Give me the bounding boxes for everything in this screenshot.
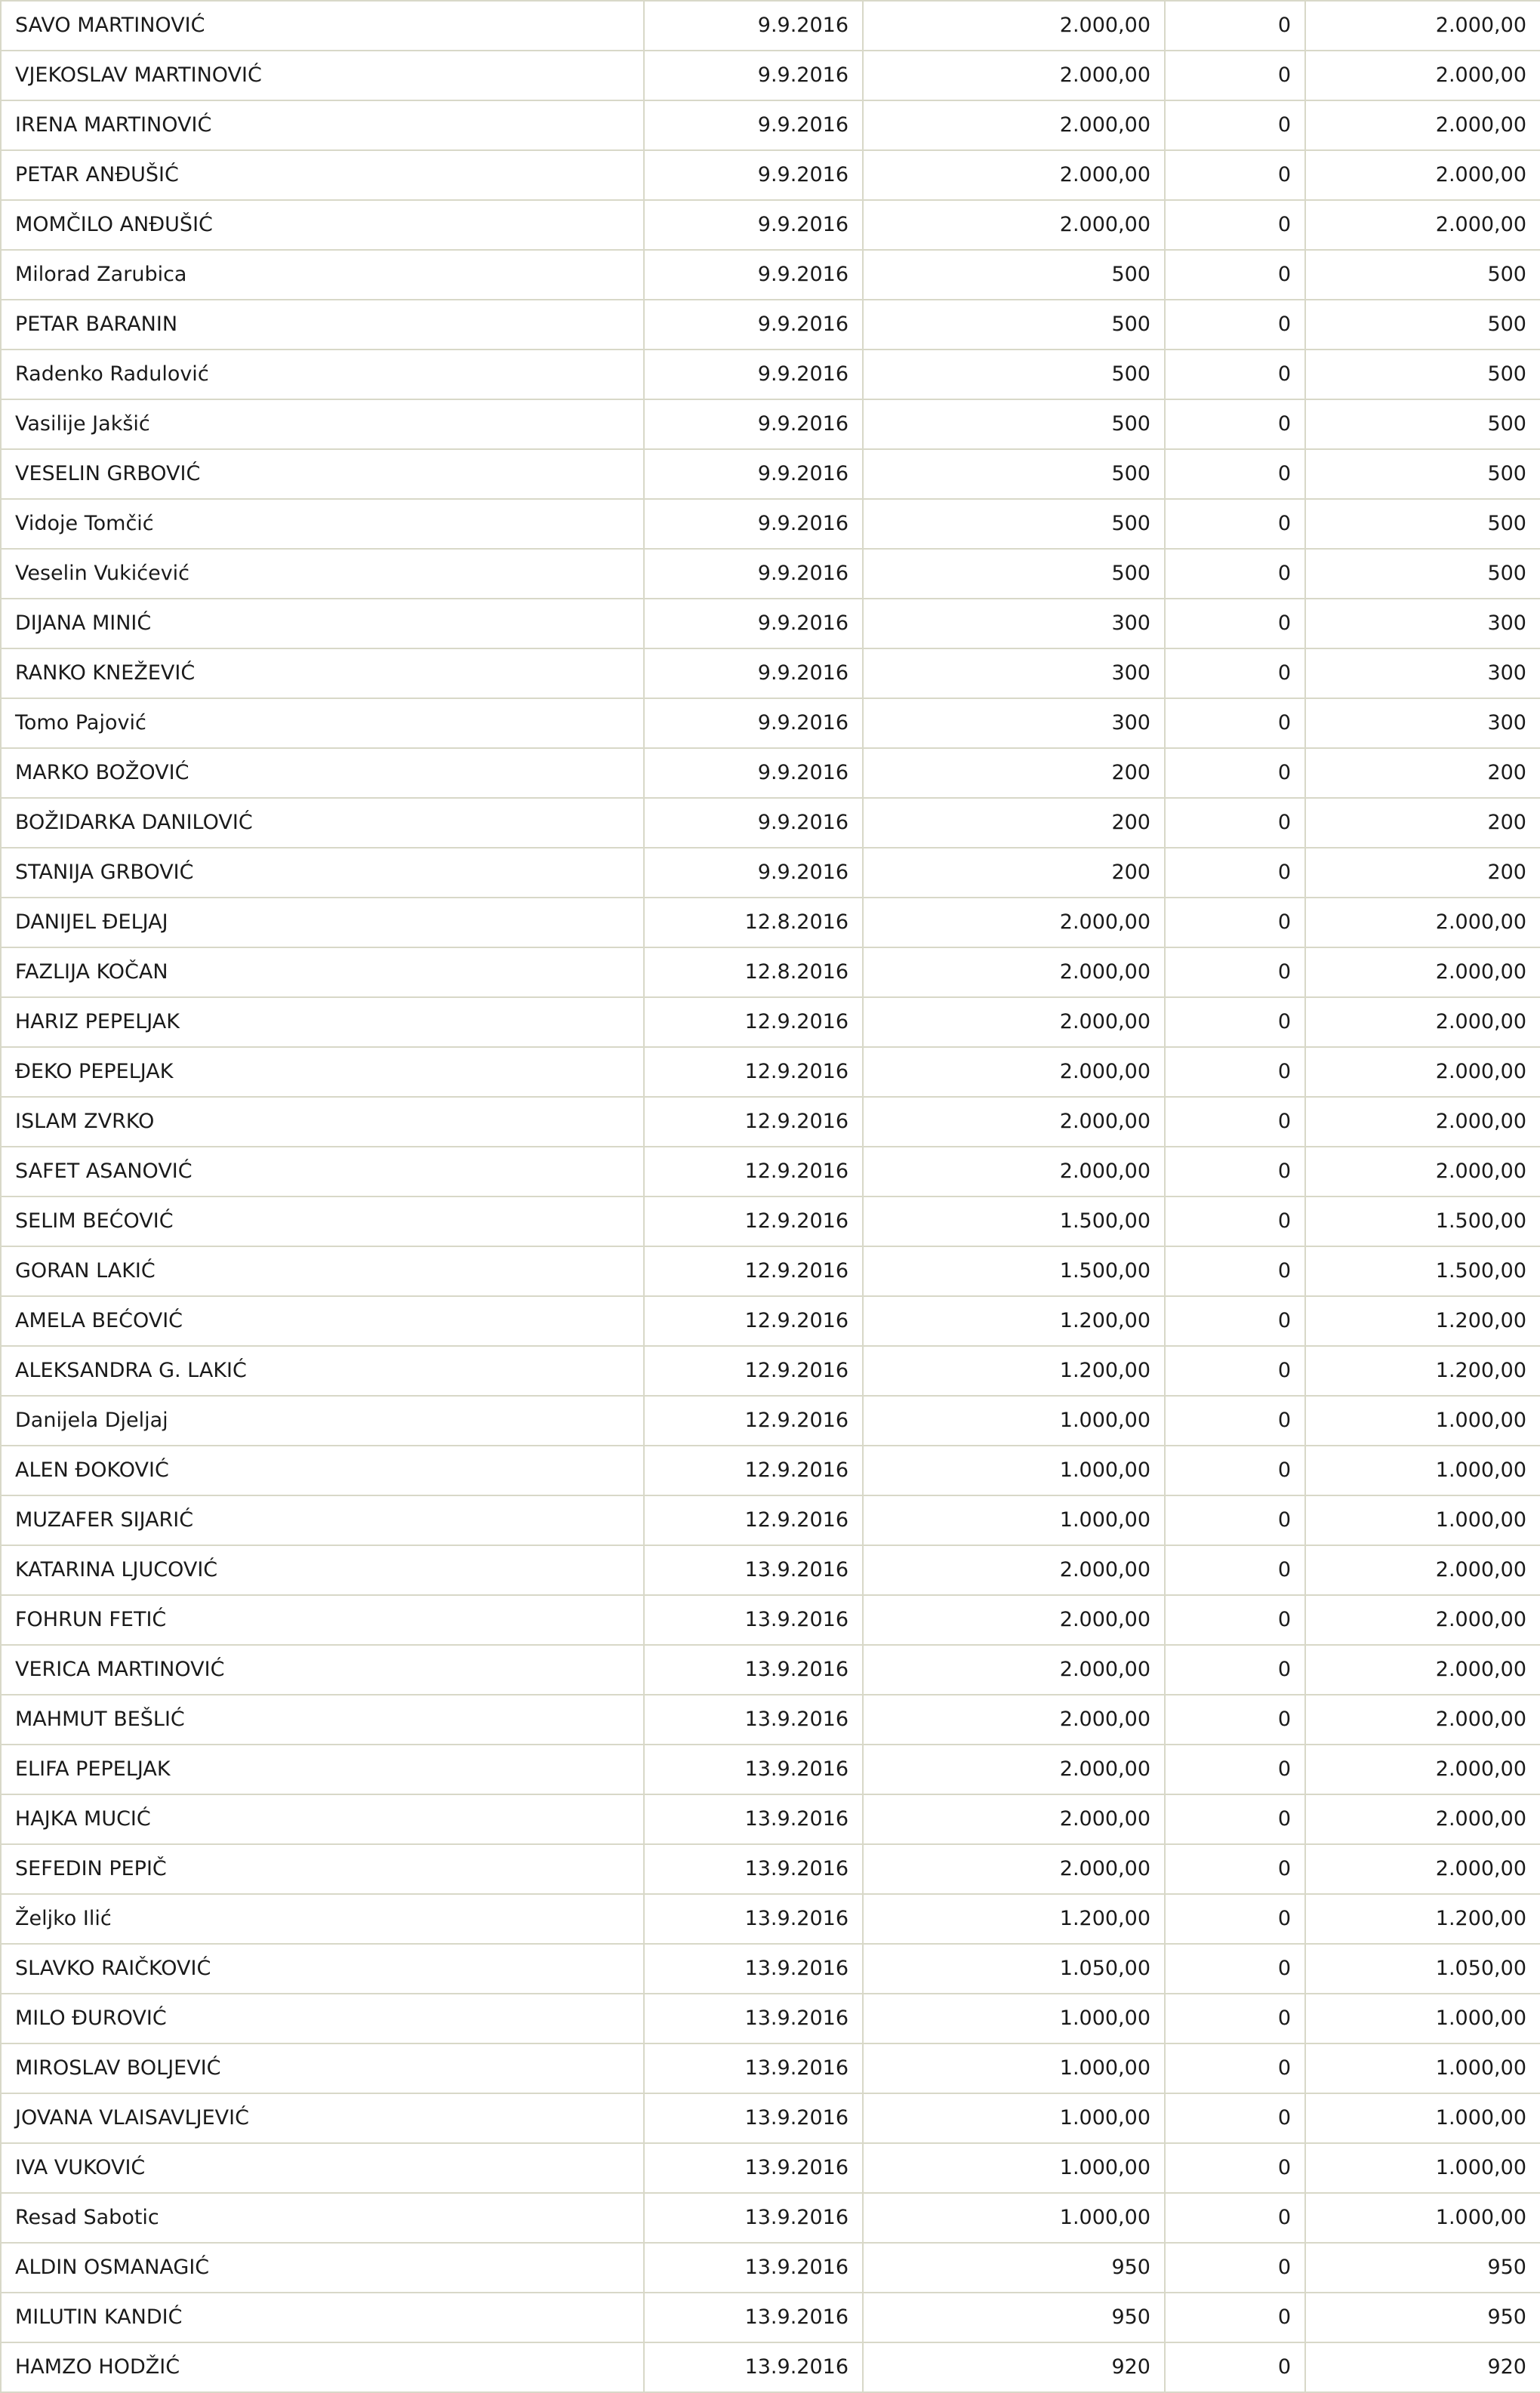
table-row	[1, 848, 1540, 898]
table-row	[1, 2143, 1540, 2193]
cell-total: 500	[1305, 350, 1540, 399]
cell-amount: 2.000,00	[863, 200, 1165, 250]
cell-date: 9.9.2016	[644, 648, 863, 698]
cell-donor-name: SAFET ASANOVIĆ	[1, 1147, 644, 1196]
cell-amount: 1.000,00	[863, 1446, 1165, 1495]
cell-date: 12.9.2016	[644, 1196, 863, 1246]
cell-donor-name: MOMČILO ANĐUŠIĆ	[1, 200, 644, 250]
cell-zero: 0	[1165, 300, 1305, 350]
cell-date: 12.9.2016	[644, 1446, 863, 1495]
cell-zero: 0	[1165, 150, 1305, 200]
cell-date: 12.9.2016	[644, 1495, 863, 1545]
table-row	[1, 947, 1540, 997]
table-row	[1, 1047, 1540, 1097]
cell-date: 13.9.2016	[644, 2342, 863, 2392]
cell-amount: 300	[863, 648, 1165, 698]
cell-date: 13.9.2016	[644, 1994, 863, 2043]
cell-zero: 0	[1165, 1396, 1305, 1446]
cell-zero: 0	[1165, 1296, 1305, 1346]
cell-zero: 0	[1165, 1844, 1305, 1894]
cell-total: 1.000,00	[1305, 1446, 1540, 1495]
cell-zero: 0	[1165, 1, 1305, 51]
cell-donor-name: PETAR BARANIN	[1, 300, 644, 350]
cell-total: 2.000,00	[1305, 100, 1540, 150]
table-row	[1, 1346, 1540, 1396]
cell-date: 12.8.2016	[644, 898, 863, 947]
cell-date: 13.9.2016	[644, 1844, 863, 1894]
cell-date: 13.9.2016	[644, 1645, 863, 1695]
cell-donor-name: JOVANA VLAISAVLJEVIĆ	[1, 2093, 644, 2143]
cell-total: 200	[1305, 798, 1540, 848]
cell-amount: 1.200,00	[863, 1894, 1165, 1944]
cell-date: 9.9.2016	[644, 599, 863, 648]
cell-donor-name: HARIZ PEPELJAK	[1, 997, 644, 1047]
cell-donor-name: ALEN ĐOKOVIĆ	[1, 1446, 644, 1495]
cell-total: 500	[1305, 399, 1540, 449]
cell-donor-name: DANIJEL ĐELJAJ	[1, 898, 644, 947]
cell-total: 300	[1305, 599, 1540, 648]
cell-donor-name: HAJKA MUCIĆ	[1, 1794, 644, 1844]
cell-zero: 0	[1165, 399, 1305, 449]
cell-total: 500	[1305, 300, 1540, 350]
cell-amount: 2.000,00	[863, 898, 1165, 947]
cell-zero: 0	[1165, 2193, 1305, 2243]
cell-donor-name: VERICA MARTINOVIĆ	[1, 1645, 644, 1695]
cell-zero: 0	[1165, 51, 1305, 100]
cell-amount: 1.050,00	[863, 1944, 1165, 1994]
cell-donor-name: SAVO MARTINOVIĆ	[1, 1, 644, 51]
cell-zero: 0	[1165, 1246, 1305, 1296]
cell-total: 1.200,00	[1305, 1346, 1540, 1396]
cell-donor-name: Milorad Zarubica	[1, 250, 644, 300]
cell-zero: 0	[1165, 2243, 1305, 2293]
cell-donor-name: ALEKSANDRA G. LAKIĆ	[1, 1346, 644, 1396]
cell-donor-name: AMELA BEĆOVIĆ	[1, 1296, 644, 1346]
cell-total: 500	[1305, 250, 1540, 300]
cell-amount: 2.000,00	[863, 150, 1165, 200]
cell-date: 9.9.2016	[644, 449, 863, 499]
cell-zero: 0	[1165, 997, 1305, 1047]
cell-zero: 0	[1165, 2342, 1305, 2392]
cell-donor-name: PETAR ANĐUŠIĆ	[1, 150, 644, 200]
table-row	[1, 1097, 1540, 1147]
cell-amount: 1.000,00	[863, 1396, 1165, 1446]
table-row	[1, 449, 1540, 499]
cell-zero: 0	[1165, 499, 1305, 549]
cell-total: 2.000,00	[1305, 1595, 1540, 1645]
table-row	[1, 1296, 1540, 1346]
cell-zero: 0	[1165, 1745, 1305, 1794]
cell-total: 200	[1305, 848, 1540, 898]
cell-total: 500	[1305, 449, 1540, 499]
cell-donor-name: Tomo Pajović	[1, 698, 644, 748]
cell-amount: 200	[863, 848, 1165, 898]
cell-zero: 0	[1165, 250, 1305, 300]
cell-donor-name: FOHRUN FETIĆ	[1, 1595, 644, 1645]
table-row	[1, 1545, 1540, 1595]
cell-date: 12.9.2016	[644, 1396, 863, 1446]
cell-zero: 0	[1165, 748, 1305, 798]
cell-total: 2.000,00	[1305, 1844, 1540, 1894]
cell-total: 2.000,00	[1305, 51, 1540, 100]
cell-zero: 0	[1165, 898, 1305, 947]
cell-zero: 0	[1165, 549, 1305, 599]
cell-date: 9.9.2016	[644, 51, 863, 100]
cell-donor-name: MILO ĐUROVIĆ	[1, 1994, 644, 2043]
cell-amount: 950	[863, 2243, 1165, 2293]
cell-total: 1.200,00	[1305, 1296, 1540, 1346]
cell-total: 1.500,00	[1305, 1246, 1540, 1296]
cell-date: 9.9.2016	[644, 549, 863, 599]
table-row	[1, 1595, 1540, 1645]
cell-zero: 0	[1165, 1446, 1305, 1495]
cell-total: 920	[1305, 2342, 1540, 2392]
cell-amount: 2.000,00	[863, 1695, 1165, 1745]
cell-total: 1.000,00	[1305, 1396, 1540, 1446]
cell-zero: 0	[1165, 350, 1305, 399]
cell-donor-name: HAMZO HODŽIĆ	[1, 2342, 644, 2392]
cell-donor-name: VESELIN GRBOVIĆ	[1, 449, 644, 499]
cell-amount: 2.000,00	[863, 1595, 1165, 1645]
cell-amount: 500	[863, 549, 1165, 599]
cell-zero: 0	[1165, 1495, 1305, 1545]
cell-total: 500	[1305, 549, 1540, 599]
cell-date: 13.9.2016	[644, 2193, 863, 2243]
cell-zero: 0	[1165, 599, 1305, 648]
cell-date: 13.9.2016	[644, 2293, 863, 2342]
cell-date: 13.9.2016	[644, 1745, 863, 1794]
cell-zero: 0	[1165, 2093, 1305, 2143]
cell-zero: 0	[1165, 698, 1305, 748]
cell-zero: 0	[1165, 100, 1305, 150]
cell-total: 2.000,00	[1305, 1645, 1540, 1695]
cell-total: 1.050,00	[1305, 1944, 1540, 1994]
cell-amount: 2.000,00	[863, 1794, 1165, 1844]
cell-amount: 1.000,00	[863, 1994, 1165, 2043]
cell-donor-name: Veselin Vukićević	[1, 549, 644, 599]
table-row	[1, 1147, 1540, 1196]
cell-donor-name: SELIM BEĆOVIĆ	[1, 1196, 644, 1246]
cell-amount: 500	[863, 499, 1165, 549]
table-row	[1, 1, 1540, 51]
cell-amount: 2.000,00	[863, 1745, 1165, 1794]
cell-date: 13.9.2016	[644, 1894, 863, 1944]
cell-date: 9.9.2016	[644, 150, 863, 200]
table-row	[1, 648, 1540, 698]
cell-date: 12.9.2016	[644, 997, 863, 1047]
cell-zero: 0	[1165, 1196, 1305, 1246]
cell-total: 2.000,00	[1305, 1047, 1540, 1097]
cell-total: 200	[1305, 748, 1540, 798]
cell-date: 12.9.2016	[644, 1346, 863, 1396]
cell-date: 13.9.2016	[644, 1595, 863, 1645]
cell-donor-name: Vasilije Jakšić	[1, 399, 644, 449]
table-row	[1, 51, 1540, 100]
cell-donor-name: IVA VUKOVIĆ	[1, 2143, 644, 2193]
cell-date: 12.8.2016	[644, 947, 863, 997]
cell-total: 2.000,00	[1305, 947, 1540, 997]
cell-date: 13.9.2016	[644, 2093, 863, 2143]
table-row	[1, 2093, 1540, 2143]
cell-zero: 0	[1165, 1994, 1305, 2043]
cell-donor-name: RANKO KNEŽEVIĆ	[1, 648, 644, 698]
cell-total: 2.000,00	[1305, 1794, 1540, 1844]
cell-donor-name: SEFEDIN PEPIČ	[1, 1844, 644, 1894]
cell-donor-name: Željko Ilić	[1, 1894, 644, 1944]
cell-amount: 2.000,00	[863, 1047, 1165, 1097]
cell-zero: 0	[1165, 1595, 1305, 1645]
table-row	[1, 1844, 1540, 1894]
cell-donor-name: Vidoje Tomčić	[1, 499, 644, 549]
table-row	[1, 300, 1540, 350]
cell-zero: 0	[1165, 1545, 1305, 1595]
table-row	[1, 549, 1540, 599]
cell-amount: 1.000,00	[863, 2093, 1165, 2143]
cell-zero: 0	[1165, 648, 1305, 698]
cell-date: 9.9.2016	[644, 1, 863, 51]
cell-date: 13.9.2016	[644, 2143, 863, 2193]
table-row	[1, 599, 1540, 648]
cell-date: 12.9.2016	[644, 1097, 863, 1147]
cell-amount: 1.200,00	[863, 1346, 1165, 1396]
cell-donor-name: MAHMUT BEŠLIĆ	[1, 1695, 644, 1745]
cell-amount: 500	[863, 350, 1165, 399]
cell-zero: 0	[1165, 848, 1305, 898]
cell-donor-name: STANIJA GRBOVIĆ	[1, 848, 644, 898]
cell-date: 12.9.2016	[644, 1047, 863, 1097]
cell-donor-name: Danijela Djeljaj	[1, 1396, 644, 1446]
table-row	[1, 2342, 1540, 2392]
cell-total: 1.000,00	[1305, 2193, 1540, 2243]
cell-amount: 1.000,00	[863, 2143, 1165, 2193]
cell-date: 9.9.2016	[644, 399, 863, 449]
cell-zero: 0	[1165, 200, 1305, 250]
table-row	[1, 350, 1540, 399]
cell-total: 300	[1305, 648, 1540, 698]
cell-amount: 300	[863, 599, 1165, 648]
cell-zero: 0	[1165, 947, 1305, 997]
table-row	[1, 798, 1540, 848]
cell-date: 13.9.2016	[644, 1794, 863, 1844]
cell-amount: 920	[863, 2342, 1165, 2392]
cell-date: 13.9.2016	[644, 1545, 863, 1595]
cell-total: 2.000,00	[1305, 1695, 1540, 1745]
cell-total: 1.200,00	[1305, 1894, 1540, 1944]
cell-amount: 1.000,00	[863, 2193, 1165, 2243]
cell-zero: 0	[1165, 1645, 1305, 1695]
table-row	[1, 1695, 1540, 1745]
cell-total: 2.000,00	[1305, 1097, 1540, 1147]
cell-zero: 0	[1165, 1147, 1305, 1196]
cell-amount: 2.000,00	[863, 1545, 1165, 1595]
cell-date: 13.9.2016	[644, 1695, 863, 1745]
cell-amount: 950	[863, 2293, 1165, 2342]
cell-total: 1.000,00	[1305, 1994, 1540, 2043]
cell-amount: 200	[863, 798, 1165, 848]
cell-donor-name: ELIFA PEPELJAK	[1, 1745, 644, 1794]
cell-total: 2.000,00	[1305, 150, 1540, 200]
table-row	[1, 499, 1540, 549]
table-row	[1, 1495, 1540, 1545]
cell-total: 2.000,00	[1305, 898, 1540, 947]
cell-donor-name: SLAVKO RAIČKOVIĆ	[1, 1944, 644, 1994]
table-row	[1, 2243, 1540, 2293]
table-row	[1, 2293, 1540, 2342]
table-row	[1, 1446, 1540, 1495]
cell-amount: 1.500,00	[863, 1246, 1165, 1296]
cell-amount: 2.000,00	[863, 1645, 1165, 1695]
table-row	[1, 1396, 1540, 1446]
cell-total: 300	[1305, 698, 1540, 748]
cell-zero: 0	[1165, 1047, 1305, 1097]
cell-amount: 500	[863, 300, 1165, 350]
cell-amount: 2.000,00	[863, 100, 1165, 150]
table-row	[1, 1645, 1540, 1695]
cell-donor-name: MARKO BOŽOVIĆ	[1, 748, 644, 798]
cell-amount: 1.000,00	[863, 2043, 1165, 2093]
cell-total: 1.500,00	[1305, 1196, 1540, 1246]
cell-donor-name: FAZLIJA KOČAN	[1, 947, 644, 997]
cell-zero: 0	[1165, 798, 1305, 848]
cell-zero: 0	[1165, 1346, 1305, 1396]
cell-amount: 2.000,00	[863, 1147, 1165, 1196]
cell-amount: 1.200,00	[863, 1296, 1165, 1346]
cell-date: 12.9.2016	[644, 1147, 863, 1196]
cell-date: 13.9.2016	[644, 2243, 863, 2293]
table-row	[1, 898, 1540, 947]
cell-donor-name: DIJANA MINIĆ	[1, 599, 644, 648]
table-row	[1, 1994, 1540, 2043]
cell-zero: 0	[1165, 1695, 1305, 1745]
table-row	[1, 1745, 1540, 1794]
cell-zero: 0	[1165, 449, 1305, 499]
cell-amount: 2.000,00	[863, 947, 1165, 997]
cell-donor-name: ISLAM ZVRKO	[1, 1097, 644, 1147]
cell-zero: 0	[1165, 2143, 1305, 2193]
cell-donor-name: ĐEKO PEPELJAK	[1, 1047, 644, 1097]
cell-date: 9.9.2016	[644, 499, 863, 549]
table-row	[1, 698, 1540, 748]
cell-zero: 0	[1165, 2043, 1305, 2093]
cell-donor-name: MUZAFER SIJARIĆ	[1, 1495, 644, 1545]
table-row	[1, 2193, 1540, 2243]
cell-total: 1.000,00	[1305, 2143, 1540, 2193]
cell-total: 1.000,00	[1305, 2093, 1540, 2143]
table-row	[1, 200, 1540, 250]
cell-total: 2.000,00	[1305, 1, 1540, 51]
cell-amount: 1.500,00	[863, 1196, 1165, 1246]
cell-date: 9.9.2016	[644, 250, 863, 300]
cell-total: 2.000,00	[1305, 1147, 1540, 1196]
cell-amount: 1.000,00	[863, 1495, 1165, 1545]
table-row	[1, 2043, 1540, 2093]
cell-zero: 0	[1165, 1894, 1305, 1944]
table-row	[1, 748, 1540, 798]
table-row	[1, 150, 1540, 200]
cell-amount: 300	[863, 698, 1165, 748]
cell-date: 9.9.2016	[644, 748, 863, 798]
table-row	[1, 100, 1540, 150]
cell-total: 950	[1305, 2243, 1540, 2293]
cell-donor-name: VJEKOSLAV MARTINOVIĆ	[1, 51, 644, 100]
cell-total: 2.000,00	[1305, 997, 1540, 1047]
cell-amount: 2.000,00	[863, 1844, 1165, 1894]
cell-date: 13.9.2016	[644, 1944, 863, 1994]
cell-date: 13.9.2016	[644, 2043, 863, 2093]
cell-zero: 0	[1165, 1944, 1305, 1994]
table-row	[1, 250, 1540, 300]
cell-amount: 500	[863, 449, 1165, 499]
table-row	[1, 1196, 1540, 1246]
cell-donor-name: BOŽIDARKA DANILOVIĆ	[1, 798, 644, 848]
cell-date: 12.9.2016	[644, 1246, 863, 1296]
cell-amount: 2.000,00	[863, 51, 1165, 100]
cell-donor-name: KATARINA LJUCOVIĆ	[1, 1545, 644, 1595]
cell-zero: 0	[1165, 1794, 1305, 1844]
cell-donor-name: GORAN LAKIĆ	[1, 1246, 644, 1296]
cell-date: 9.9.2016	[644, 798, 863, 848]
cell-donor-name: IRENA MARTINOVIĆ	[1, 100, 644, 150]
cell-donor-name: Radenko Radulović	[1, 350, 644, 399]
table-row	[1, 399, 1540, 449]
cell-date: 9.9.2016	[644, 300, 863, 350]
cell-date: 9.9.2016	[644, 848, 863, 898]
cell-total: 1.000,00	[1305, 2043, 1540, 2093]
cell-date: 9.9.2016	[644, 200, 863, 250]
cell-amount: 500	[863, 250, 1165, 300]
table-row	[1, 1894, 1540, 1944]
table-body	[1, 1, 1540, 2392]
table-row	[1, 997, 1540, 1047]
cell-donor-name: ALDIN OSMANAGIĆ	[1, 2243, 644, 2293]
cell-date: 9.9.2016	[644, 350, 863, 399]
cell-total: 950	[1305, 2293, 1540, 2342]
cell-total: 2.000,00	[1305, 200, 1540, 250]
cell-zero: 0	[1165, 1097, 1305, 1147]
cell-date: 9.9.2016	[644, 698, 863, 748]
cell-total: 2.000,00	[1305, 1745, 1540, 1794]
cell-donor-name: MILUTIN KANDIĆ	[1, 2293, 644, 2342]
cell-amount: 2.000,00	[863, 1097, 1165, 1147]
cell-total: 2.000,00	[1305, 1545, 1540, 1595]
cell-total: 1.000,00	[1305, 1495, 1540, 1545]
cell-donor-name: Resad Sabotic	[1, 2193, 644, 2243]
cell-donor-name: MIROSLAV BOLJEVIĆ	[1, 2043, 644, 2093]
cell-amount: 500	[863, 399, 1165, 449]
table-row	[1, 1794, 1540, 1844]
table-row	[1, 1944, 1540, 1994]
cell-date: 9.9.2016	[644, 100, 863, 150]
cell-amount: 2.000,00	[863, 997, 1165, 1047]
cell-date: 12.9.2016	[644, 1296, 863, 1346]
cell-amount: 200	[863, 748, 1165, 798]
cell-amount: 2.000,00	[863, 1, 1165, 51]
table-row	[1, 1246, 1540, 1296]
cell-zero: 0	[1165, 2293, 1305, 2342]
cell-total: 500	[1305, 499, 1540, 549]
